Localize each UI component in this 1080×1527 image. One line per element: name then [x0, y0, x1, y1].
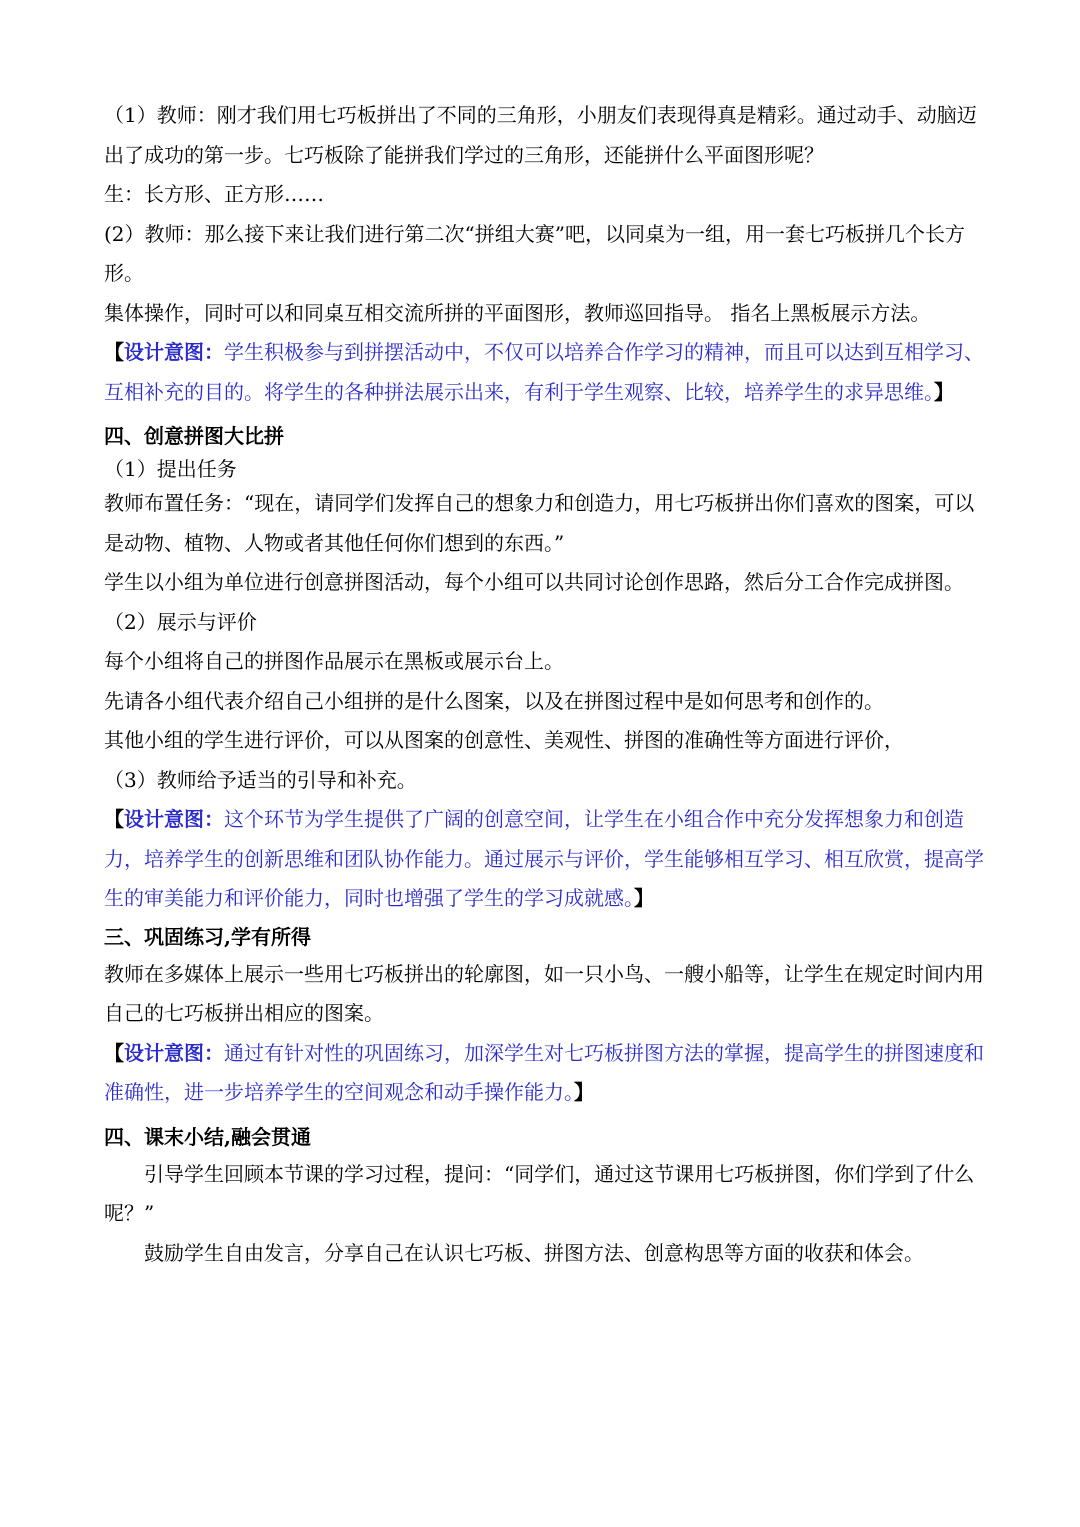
subheading: （3）教师给予适当的引导和补充。: [104, 767, 417, 792]
design-intent-label: 设计意图：: [124, 1040, 224, 1065]
paragraph: 生：长方形、正方形……: [104, 182, 324, 206]
design-intent-text: 这个环节为学生提供了广阔的创意空间，让学生在小组合作中充分发挥想象力和创造力，培养学生的创新思维和团队协作能力。通过展示与评价，学生能够相互学习、相互欣赏，提高学生的审美能力和评价能力，同时也增强了学生的学习成就感。: [104, 807, 984, 910]
paragraph: 集体操作，同时可以和同桌互相交流所拼的平面图形，教师巡回指导。 指名上黑板展示方法。: [104, 300, 931, 325]
paragraph: 教师布置任务：“现在，请同学们发挥自己的想象力和创造力，用七巧板拼出你们喜欢的图案，可以是动物、植物、人物或者其他任何你们想到的东西。”: [104, 491, 975, 555]
paragraph: 每个小组将自己的拼图作品展示在黑板或展示台上。: [104, 649, 564, 673]
section-heading: 四、课末小结,融会贯通: [104, 1124, 311, 1149]
bracket-close: 】: [934, 379, 954, 404]
subheading: （2）展示与评价: [104, 609, 257, 634]
design-intent-label: 设计意图：: [124, 340, 224, 364]
paragraph: 鼓励学生自由发言，分享自己在认识七巧板、拼图方法、创意构思等方面的收获和体会。: [144, 1240, 924, 1265]
paragraph: 学生以小组为单位进行创意拼图活动，每个小组可以共同讨论创作思路，然后分工合作完成拼图。: [104, 570, 964, 594]
document-page: [104, 96, 984, 1273]
bracket-open: 【: [104, 340, 124, 364]
section-heading: 四、创意拼图大比拼: [104, 424, 284, 448]
section-heading: 三、巩固练习,学有所得: [104, 924, 311, 949]
bracket-open: 【: [104, 807, 124, 831]
design-intent-text: 学生积极参与到拼摆活动中，不仅可以培养合作学习的精神，而且可以达到互相学习、互相补充的目的。将学生的各种拼法展示出来，有利于学生观察、比较，培养学生的求异思维。: [104, 340, 984, 404]
paragraph: (2）教师：那么接下来让我们进行第二次“拼组大赛”吧，以同桌为一组，用一套七巧板拼几个长方形。: [104, 221, 965, 285]
design-intent-text: 通过有针对性的巩固练习，加深学生对七巧板拼图方法的掌握，提高学生的拼图速度和准确性，进一步培养学生的空间观念和动手操作能力。: [104, 1040, 984, 1104]
bracket-close: 】: [574, 1080, 594, 1104]
bracket-close: 】: [634, 886, 654, 910]
paragraph: 其他小组的学生进行评价，可以从图案的创意性、美观性、拼图的准确性等方面进行评价，: [104, 728, 904, 752]
paragraph: （1）教师：刚才我们用七巧板拼出了不同的三角形，小朋友们表现得真是精彩。通过动手、动脑迈出了成功的第一步。七巧板除了能拼我们学过的三角形，还能拼什么平面图形呢？: [104, 103, 977, 167]
paragraph: 先请各小组代表介绍自己小组拼的是什么图案，以及在拼图过程中是如何思考和创作的。: [104, 688, 884, 713]
design-intent-note: [104, 800, 984, 919]
paragraph: 教师在多媒体上展示一些用七巧板拼出的轮廓图，如一只小鸟、一艘小船等，让学生在规定时间内用自己的七巧板拼出相应的图案。: [104, 961, 984, 1025]
paragraph: 引导学生回顾本节课的学习过程，提问：“同学们，通过这节课用七巧板拼图，你们学到了什么呢？”: [104, 1161, 975, 1225]
design-intent-note: [104, 1034, 984, 1113]
design-intent-label: 设计意图：: [124, 807, 224, 831]
bracket-open: 【: [104, 1040, 124, 1065]
subheading: （1）提出任务: [104, 457, 237, 481]
design-intent-note: [104, 333, 984, 412]
